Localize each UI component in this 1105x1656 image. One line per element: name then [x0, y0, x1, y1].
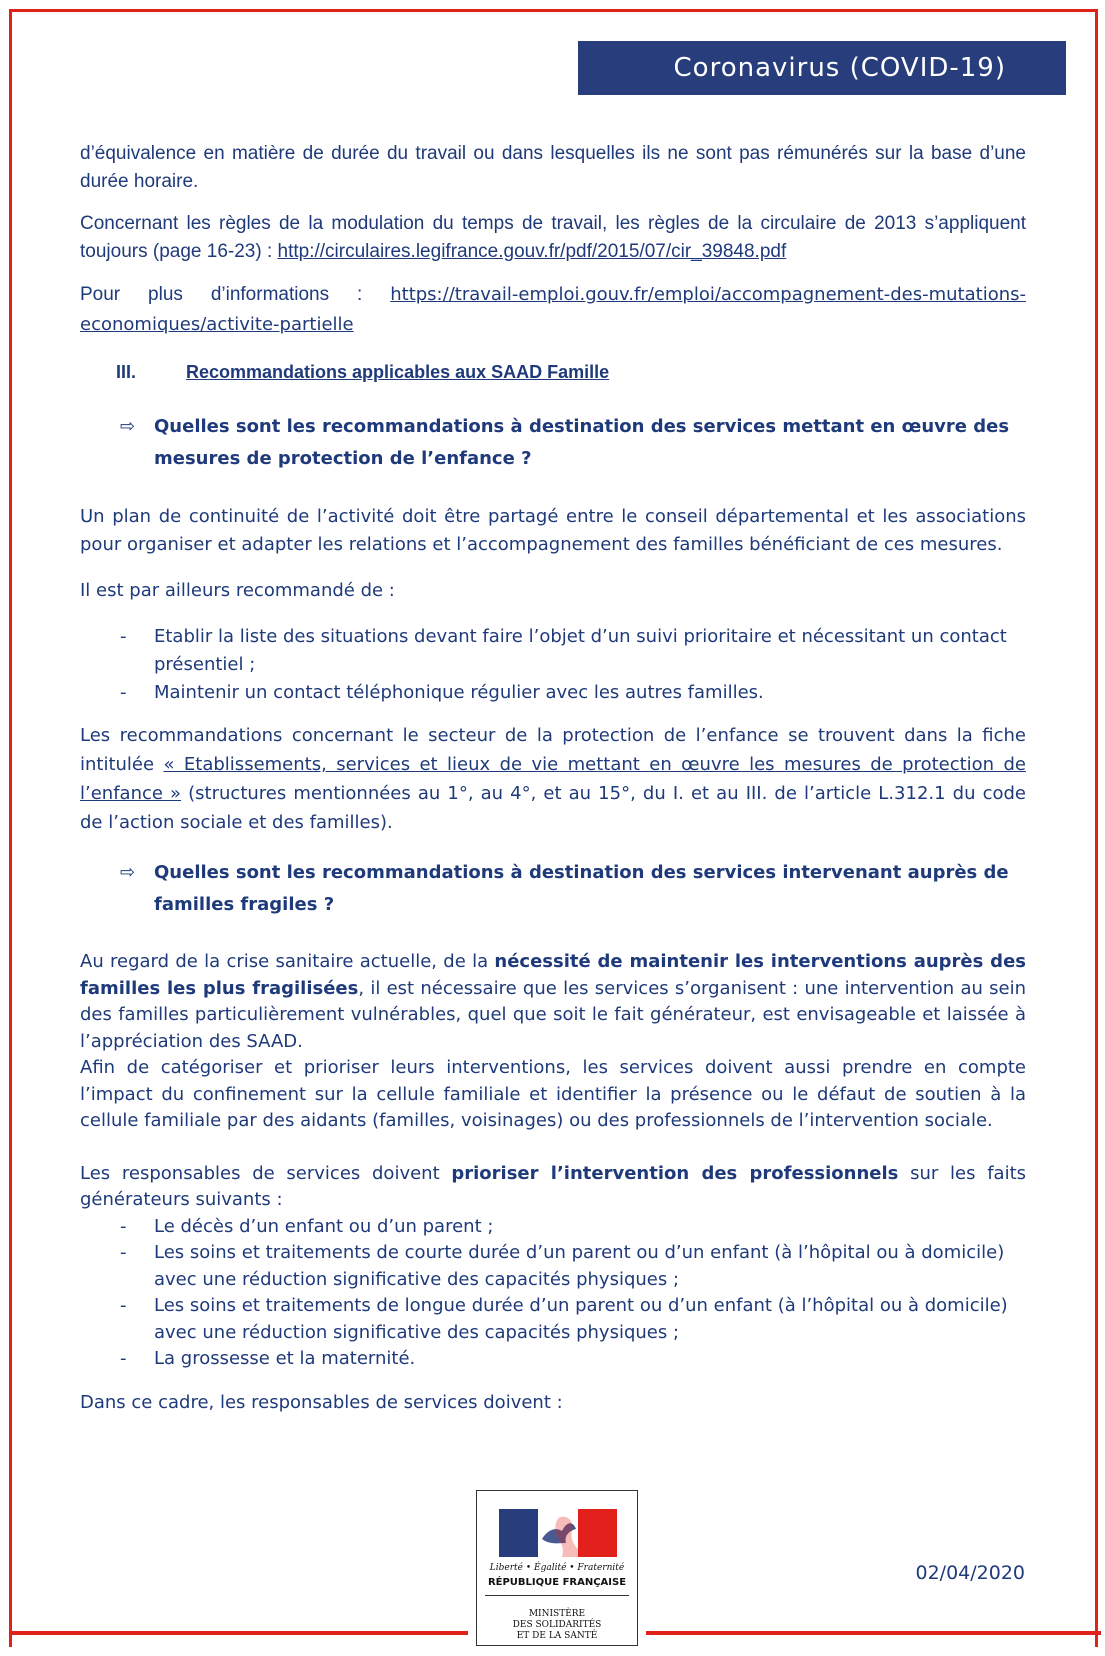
list-item: - La grossesse et la maternité. — [120, 1348, 416, 1369]
paragraph-prioriser: Les responsables de services doivent prioriser l’intervention des professionnels sur les faits générateurs suivants : — [80, 1162, 1027, 1210]
paragraph-plan-continuite: Un plan de continuité de l’activité doit être partagé entre le conseil départemental et les associations pour organiser et adapter les relations et l’accompagnement des familles bénéficiant de ces mesures. — [80, 506, 1026, 555]
right-arrow-icon: ⇨ — [120, 416, 136, 437]
bullet-list-1 — [120, 623, 1026, 707]
list-item: - Les soins et traitements de courte durée d’un parent ou d’un enfant (à l’hôpital ou à domicile) avec une réduction significative des capacités physiques ; — [120, 1242, 1005, 1290]
ministry-line-1: MINISTÈRE — [528, 1609, 586, 1619]
question-familles-fragiles — [120, 857, 1026, 921]
list-item: - Maintenir un contact téléphonique régulier avec les autres familles. — [120, 682, 764, 703]
bullet-list-2 — [120, 1214, 1026, 1373]
section-heading — [116, 362, 1026, 383]
paragraph-recommande: Il est par ailleurs recommandé de : — [80, 580, 395, 601]
paragraph-duration: d’équivalence en matière de durée du travail ou dans lesquelles ils ne sont pas rémunérés sur la base d’une durée horaire. — [80, 143, 1026, 192]
more-info-label: Pour plus d’informations : — [80, 284, 391, 305]
logo-divider — [485, 1595, 629, 1596]
circulaire-link[interactable]: http://circulaires.legifrance.gouv.fr/pdf/2015/07/cir_39848.pdf — [277, 241, 787, 262]
right-arrow-icon: ⇨ — [120, 862, 136, 883]
paragraph-fiche: Les recommandations concernant le secteur de la protection de l’enfance se trouvent dans la fiche intitulée « Etablissements, services et lieux de vie mettant en œuvre les mesures de protection de l’enfance » (structures mentionnées au 1°, au 4°, et au 15°, du I. et au III. de l’article L.312.1 du code de l’action sociale et des familles). — [80, 725, 1026, 833]
paragraph-closing: Dans ce cadre, les responsables de services doivent : — [80, 1391, 563, 1413]
section-number: III. — [116, 362, 137, 382]
list-item: - Le décès d’un enfant ou d’un parent ; — [120, 1215, 494, 1237]
frame-bottom-right — [646, 1631, 1101, 1635]
ministry-line-2: DES SOLIDARITÉS — [512, 1620, 602, 1630]
republic-name: RÉPUBLIQUE FRANÇAISE — [487, 1577, 627, 1588]
travail-emploi-link[interactable]: https://travail-emploi.gouv.fr/emploi/accompagnement-des-mutations-economiques/activite-partielle — [80, 284, 1026, 335]
marianne-flag-icon — [499, 1509, 617, 1557]
ministry-line-3: ET DE LA SANTÉ — [516, 1631, 598, 1641]
list-item: - Les soins et traitements de longue durée d’un parent ou d’un enfant (à l’hôpital ou à domicile) avec une réduction significative des capacités physiques ; — [120, 1295, 1008, 1343]
document-date: 02/04/2020 — [915, 1562, 1025, 1584]
frame-bottom-left — [9, 1631, 468, 1635]
header-banner — [578, 41, 1066, 95]
republic-motto: Liberté • Égalité • Fraternité — [489, 1563, 625, 1573]
paragraph-more-info — [80, 280, 1026, 340]
paragraph-crise-sanitaire: Au regard de la crise sanitaire actuelle, de la nécessité de maintenir les interventions auprès des familles les plus fragilisées, il est nécessaire que les services s’organisent : une intervention au sein des familles particulièrement vulnérables, quel que soit le fait générateur, est envisageable et laissée à l’appréciation des SAAD. — [80, 951, 1026, 1052]
question-protection-enfance — [120, 411, 1026, 475]
question-text: Quelles sont les recommandations à destination des services mettant en œuvre des mesures de protection de l’enfance ? — [154, 416, 1010, 469]
fiche-link[interactable]: « Etablissements, services et lieux de vie mettant en œuvre les mesures de protection de l’enfance » — [80, 754, 1026, 804]
paragraph-categoriser: Afin de catégoriser et prioriser leurs interventions, les services doivent aussi prendre en compte l’impact du confinement sur la cellule familiale et identifier la présence ou le défaut de soutien à la cellule familiale par des aidants (familles, voisinages) ou des professionnels de l’intervention sociale. — [80, 1057, 1026, 1131]
question-text: Quelles sont les recommandations à destination des services intervenant auprès de familles fragiles ? — [154, 862, 1009, 915]
paragraph-modulation-text: Concernant les règles de la modulation du temps de travail, les règles de la circulaire de 2013 s’appliquent toujours (page 16-23) : — [80, 213, 1026, 262]
paragraph-modulation — [80, 210, 1026, 266]
document-body — [80, 140, 1026, 1417]
section-title: Recommandations applicables aux SAAD Famille — [186, 362, 610, 382]
header-title: Coronavirus (COVID-19) — [673, 53, 1006, 83]
list-item: - Etablir la liste des situations devant faire l’objet d’un suivi prioritaire et nécessitant un contact présentiel ; — [120, 626, 1007, 675]
ministry-logo — [476, 1490, 638, 1646]
